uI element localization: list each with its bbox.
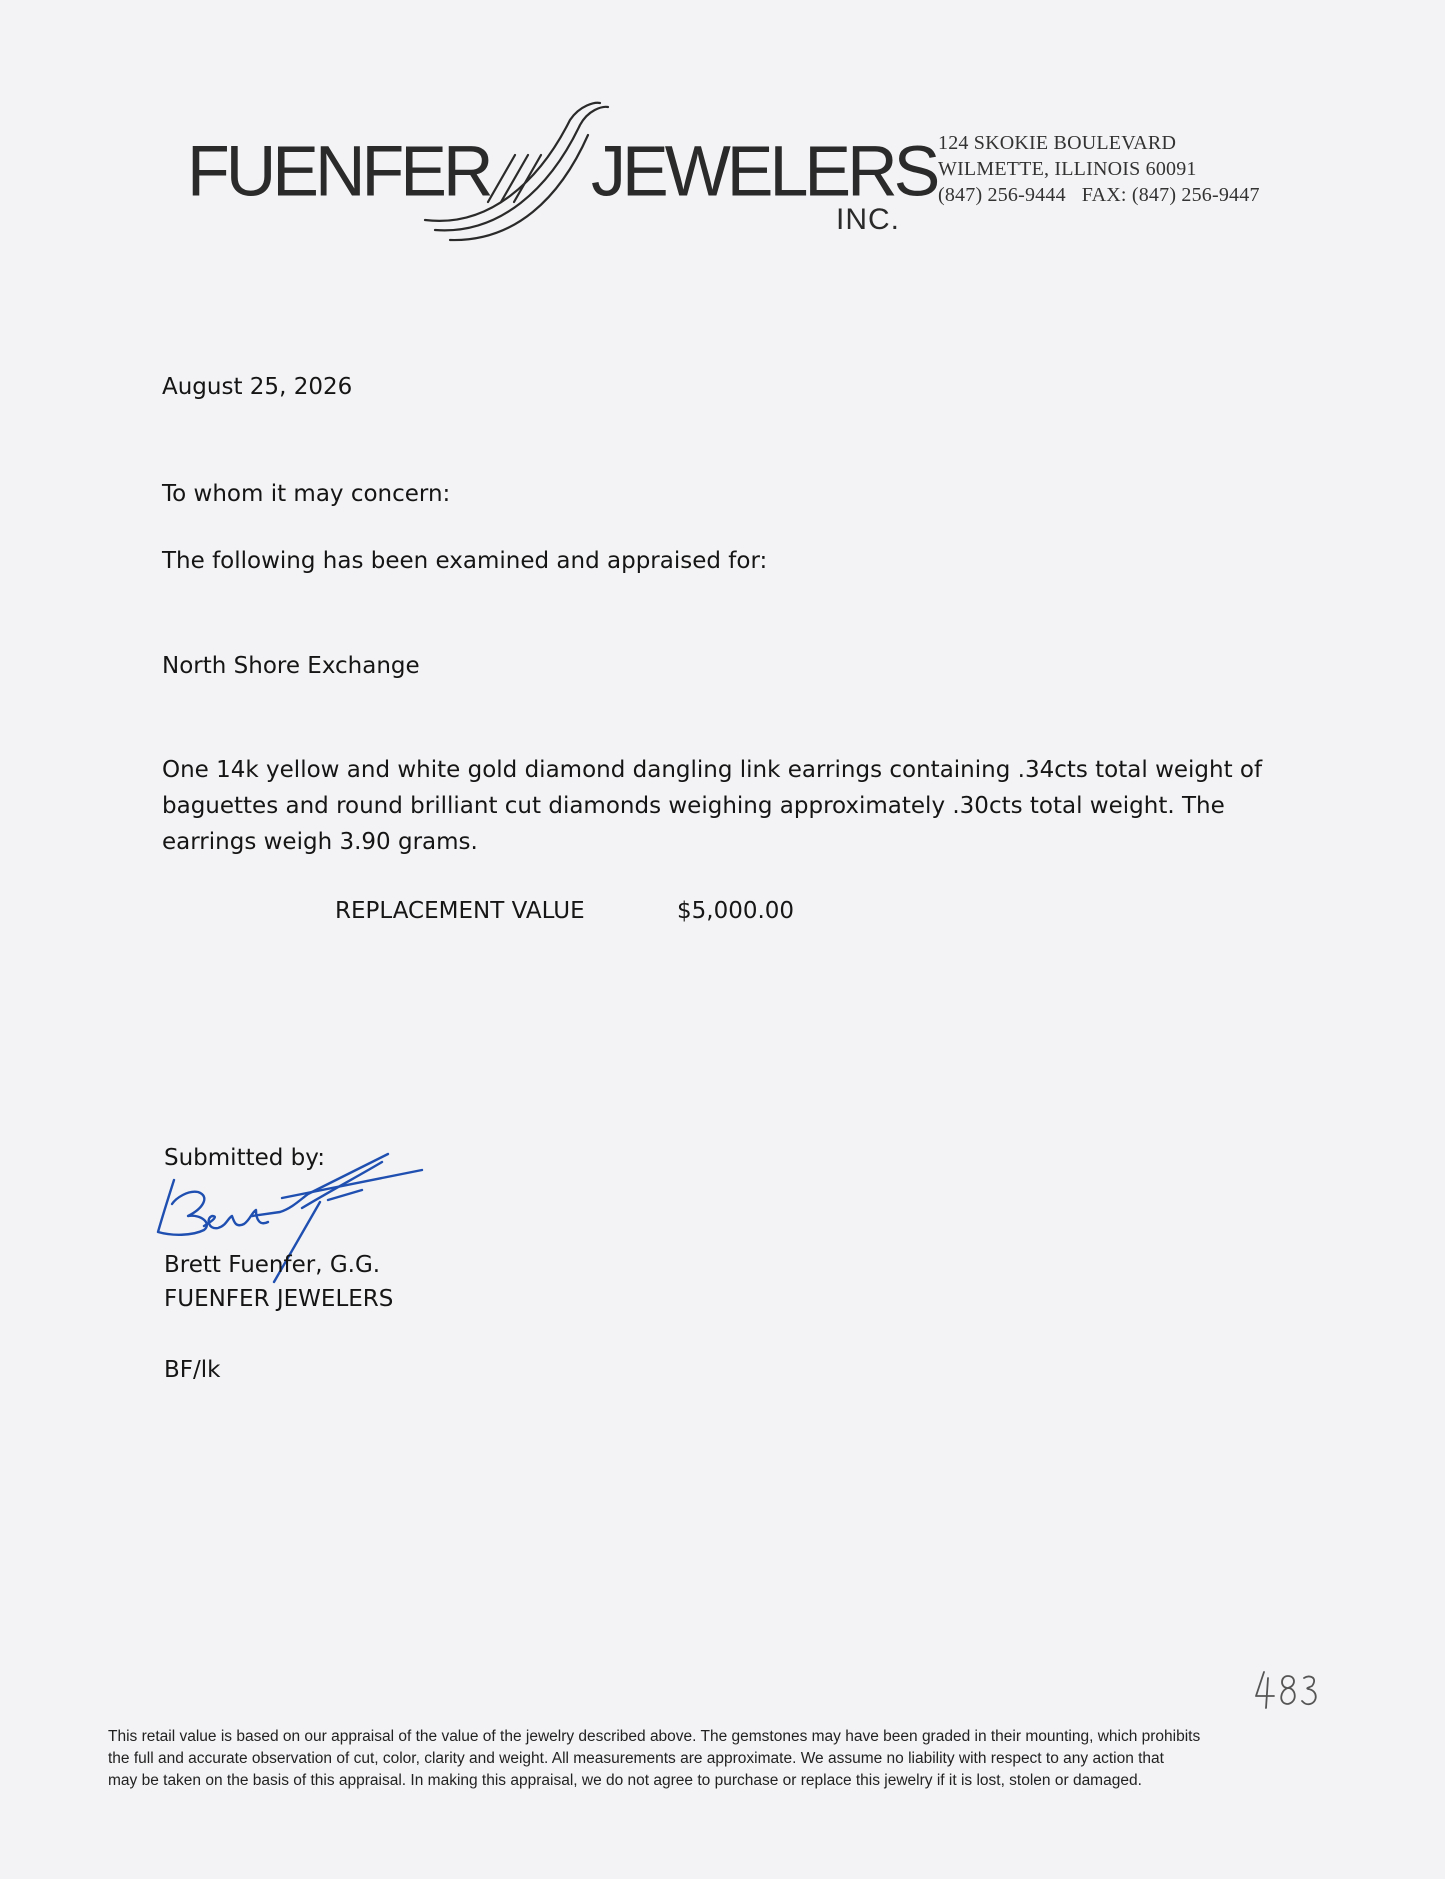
disclaimer-line: may be taken on the basis of this appraisal. In making this appraisal, we do not agree to purchase or replace this jewelry if it is lost, stolen or damaged.: [108, 1772, 1142, 1789]
logo-swoosh-icon: [420, 100, 620, 250]
letter-date: August 25, 2026: [162, 374, 353, 400]
description-line: earrings weigh 3.90 grams.: [162, 829, 478, 855]
appraisal-disclaimer: [108, 1726, 1353, 1792]
contact-numbers: [938, 185, 1260, 205]
fax-number: FAX: (847) 256-9447: [1081, 184, 1260, 206]
signer-company: FUENFER JEWELERS: [164, 1286, 394, 1312]
disclaimer-line: This retail value is based on our appraisal of the value of the jewelry described above. The gemstones may have been graded in their mounting, which prohibits: [108, 1728, 1201, 1745]
client-name: North Shore Exchange: [162, 653, 420, 679]
address-city: WILMETTE, ILLINOIS 60091: [938, 158, 1197, 180]
salutation: To whom it may concern:: [162, 481, 451, 507]
description-line: One 14k yellow and white gold diamond dangling link earrings containing .34cts total weight of: [162, 757, 1263, 783]
disclaimer-line: the full and accurate observation of cut, color, clarity and weight. All measurements are approximate. We assume no liability with respect to any action that: [108, 1750, 1164, 1767]
handwritten-page-number: [1252, 1668, 1322, 1716]
phone-number: (847) 256-9444: [938, 184, 1066, 206]
intro-line: The following has been examined and appraised for:: [162, 548, 768, 574]
item-description: [162, 752, 1312, 860]
address-street: 124 SKOKIE BOULEVARD: [938, 132, 1177, 154]
description-line: baguettes and round brilliant cut diamonds weighing approximately .30cts total weight. The: [162, 793, 1225, 819]
logo-wordmark-right: JEWELERS: [591, 131, 937, 211]
replacement-value-amount: $5,000.00: [677, 898, 795, 924]
replacement-value-label: REPLACEMENT VALUE: [335, 898, 585, 924]
signer-name: Brett Fuenfer, G.G.: [164, 1252, 381, 1278]
submitted-by-label: Submitted by:: [164, 1145, 325, 1171]
reference-initials: BF/lk: [164, 1357, 221, 1383]
logo-wordmark-left: FUENFER: [187, 131, 490, 211]
logo-inc: INC.: [836, 203, 900, 236]
